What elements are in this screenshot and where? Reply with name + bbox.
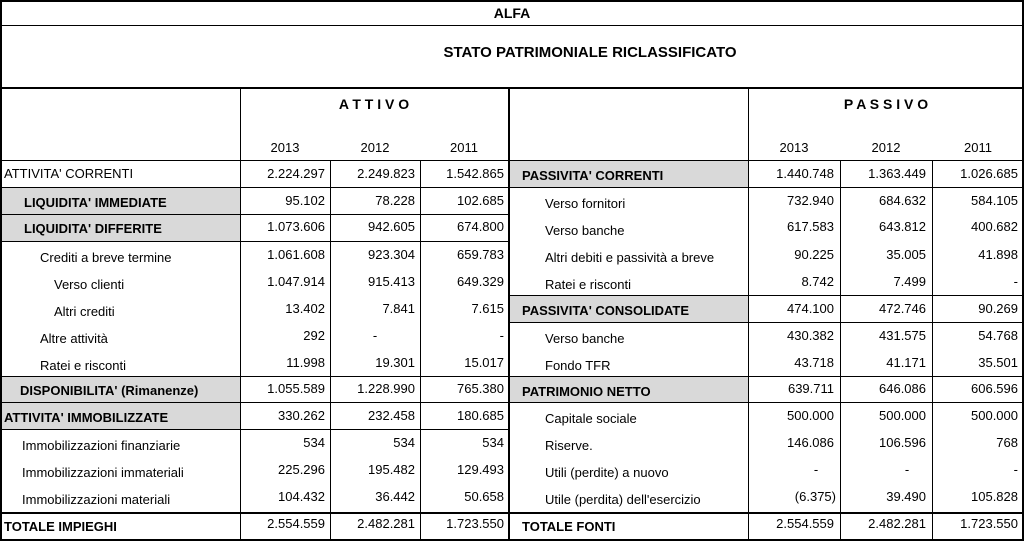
passivo-value: 146.086 xyxy=(787,435,834,450)
attivo-value: 534 xyxy=(393,435,415,450)
page-title: STATO PATRIMONIALE RICLASSIFICATO xyxy=(443,44,737,61)
passivo-heading: P A S S I V O xyxy=(843,96,929,112)
passivo-value: 1.363.449 xyxy=(868,166,926,181)
column-divider xyxy=(840,161,841,541)
passivo-row-label: PATRIMONIO NETTO xyxy=(522,384,651,399)
attivo-value: 1.228.990 xyxy=(357,381,415,396)
passivo-row-label: PASSIVITA' CONSOLIDATE xyxy=(522,303,690,318)
attivo-value: 232.458 xyxy=(368,408,415,423)
attivo-value: 674.800 xyxy=(457,219,504,234)
passivo-value: 732.940 xyxy=(787,193,834,208)
passivo-value: 7.499 xyxy=(893,274,926,289)
passivo-row-label: Riserve. xyxy=(545,438,593,453)
passivo-value: - xyxy=(904,462,910,477)
passivo-value: 41.898 xyxy=(978,247,1018,262)
passivo-value: 400.682 xyxy=(971,219,1018,234)
attivo-value: 78.228 xyxy=(375,193,415,208)
row-divider xyxy=(0,241,508,242)
attivo-heading: A T T I V O xyxy=(338,96,410,112)
passivo-value: 41.171 xyxy=(886,355,926,370)
divider xyxy=(0,512,1024,514)
passivo-value: 768 xyxy=(996,435,1018,450)
attivo-value: 765.380 xyxy=(457,381,504,396)
passivo-value: 1.026.685 xyxy=(960,166,1018,181)
attivo-value: 129.493 xyxy=(457,462,504,477)
passivo-value: 43.718 xyxy=(794,355,834,370)
attivo-row-label: Immobilizzazioni immateriali xyxy=(22,465,184,480)
attivo-value: 19.301 xyxy=(375,355,415,370)
attivo-value: 534 xyxy=(482,435,504,450)
passivo-row-label: Verso banche xyxy=(545,223,625,238)
attivo-year-header: 2012 xyxy=(360,140,390,155)
passivo-row-label: Capitale sociale xyxy=(545,411,637,426)
passivo-value: 474.100 xyxy=(787,301,834,316)
attivo-value: - xyxy=(499,328,504,343)
passivo-value: 606.596 xyxy=(971,381,1018,396)
passivo-value: 430.382 xyxy=(787,328,834,343)
passivo-row-label: PASSIVITA' CORRENTI xyxy=(522,168,664,183)
passivo-row-label: Utili (perdite) a nuovo xyxy=(545,465,669,480)
passivo-value: (6.375) xyxy=(794,489,836,504)
attivo-row-label: Ratei e risconti xyxy=(40,358,126,373)
row-divider xyxy=(510,187,1024,188)
passivo-row-label: Verso banche xyxy=(545,331,625,346)
passivo-value: 35.005 xyxy=(886,247,926,262)
attivo-value: 1.073.606 xyxy=(267,219,325,234)
attivo-total-value: 2.554.559 xyxy=(267,516,325,531)
attivo-total-value: 1.723.550 xyxy=(446,516,504,531)
attivo-value: 1.542.865 xyxy=(446,166,504,181)
attivo-value: 95.102 xyxy=(285,193,325,208)
attivo-year-header: 2011 xyxy=(450,140,478,155)
passivo-value: 39.490 xyxy=(886,489,926,504)
passivo-row-label: Ratei e risconti xyxy=(545,277,631,292)
passivo-value: 584.105 xyxy=(971,193,1018,208)
passivo-value: 472.746 xyxy=(879,301,926,316)
attivo-row-label: DISPONIBILITA' (Rimanenze) xyxy=(20,383,199,398)
column-divider xyxy=(932,161,933,541)
attivo-value: 11.998 xyxy=(286,355,325,370)
passivo-row-label: Utile (perdita) dell'esercizio xyxy=(545,492,701,507)
passivo-value: 639.711 xyxy=(787,381,834,396)
passivo-value: 1.440.748 xyxy=(776,166,834,181)
company-name: ALFA xyxy=(493,5,531,21)
passivo-year-header: 2012 xyxy=(871,140,901,155)
attivo-value: 1.047.914 xyxy=(267,274,325,289)
attivo-row-label: Altre attività xyxy=(40,331,108,346)
attivo-row-label: LIQUIDITA' IMMEDIATE xyxy=(24,195,167,210)
attivo-row-label: Immobilizzazioni materiali xyxy=(22,492,171,507)
attivo-value: 2.224.297 xyxy=(267,166,325,181)
attivo-value: 50.658 xyxy=(464,489,504,504)
passivo-row-label: Verso fornitori xyxy=(545,196,626,211)
passivo-value: 500.000 xyxy=(787,408,834,423)
passivo-value: 35.501 xyxy=(978,355,1018,370)
attivo-value: 180.685 xyxy=(457,408,504,423)
attivo-year-header: 2013 xyxy=(270,140,300,155)
passivo-value: 54.768 xyxy=(978,328,1018,343)
attivo-value: 534 xyxy=(303,435,325,450)
passivo-value: 8.742 xyxy=(801,274,834,289)
passivo-year-header: 2011 xyxy=(964,140,992,155)
attivo-value: 330.262 xyxy=(278,408,325,423)
attivo-value: - xyxy=(372,328,378,343)
attivo-value: 942.605 xyxy=(368,219,415,234)
attivo-value: 7.841 xyxy=(382,301,415,316)
attivo-value: 1.055.589 xyxy=(267,381,325,396)
attivo-row-label: Altri crediti xyxy=(54,304,115,319)
attivo-row-label: Immobilizzazioni finanziarie xyxy=(22,438,181,453)
attivo-value: 13.402 xyxy=(285,301,325,316)
column-divider xyxy=(330,161,331,541)
passivo-value: 500.000 xyxy=(879,408,926,423)
attivo-value: 1.061.608 xyxy=(267,247,325,262)
attivo-value: 292 xyxy=(303,328,325,343)
attivo-row-label: ATTIVITA' IMMOBILIZZATE xyxy=(4,410,169,425)
passivo-value: 431.575 xyxy=(879,328,926,343)
passivo-value: - xyxy=(1013,462,1018,477)
passivo-value: 106.596 xyxy=(879,435,926,450)
attivo-value: 15.017 xyxy=(464,355,504,370)
passivo-value: 646.086 xyxy=(879,381,926,396)
passivo-total-label: TOTALE FONTI xyxy=(522,519,616,534)
passivo-total-value: 2.554.559 xyxy=(776,516,834,531)
row-divider xyxy=(510,322,1024,323)
attivo-row-label: Crediti a breve termine xyxy=(40,250,172,265)
attivo-value: 923.304 xyxy=(368,247,415,262)
column-divider xyxy=(420,161,421,541)
passivo-value: - xyxy=(813,462,819,477)
attivo-value: 36.442 xyxy=(375,489,415,504)
attivo-value: 225.296 xyxy=(278,462,325,477)
attivo-value: 659.783 xyxy=(457,247,504,262)
passivo-row-label: Altri debiti e passività a breve xyxy=(545,250,715,265)
attivo-total-value: 2.482.281 xyxy=(357,516,415,531)
passivo-value: 643.812 xyxy=(879,219,926,234)
passivo-value: - xyxy=(1013,274,1018,289)
attivo-value: 649.329 xyxy=(457,274,504,289)
attivo-total-label: TOTALE IMPIEGHI xyxy=(4,519,117,534)
attivo-value: 7.615 xyxy=(471,301,504,316)
passivo-value: 90.269 xyxy=(978,301,1018,316)
attivo-value: 104.432 xyxy=(278,489,325,504)
divider xyxy=(0,25,1024,26)
attivo-row-label: LIQUIDITA' DIFFERITE xyxy=(24,221,162,236)
passivo-year-header: 2013 xyxy=(779,140,809,155)
attivo-value: 195.482 xyxy=(368,462,415,477)
attivo-value: 102.685 xyxy=(457,193,504,208)
passivo-value: 105.828 xyxy=(971,489,1018,504)
passivo-total-value: 2.482.281 xyxy=(868,516,926,531)
passivo-value: 684.632 xyxy=(879,193,926,208)
attivo-row-label: ATTIVITA' CORRENTI xyxy=(4,166,134,181)
passivo-value: 500.000 xyxy=(971,408,1018,423)
passivo-value: 617.583 xyxy=(787,219,834,234)
attivo-row-label: Verso clienti xyxy=(54,277,125,292)
row-divider xyxy=(0,429,508,430)
row-divider xyxy=(510,402,1024,403)
attivo-value: 2.249.823 xyxy=(357,166,415,181)
passivo-row-label: Fondo TFR xyxy=(545,358,611,373)
passivo-total-value: 1.723.550 xyxy=(960,516,1018,531)
divider xyxy=(0,87,1024,89)
attivo-value: 915.413 xyxy=(368,274,415,289)
passivo-value: 90.225 xyxy=(794,247,834,262)
